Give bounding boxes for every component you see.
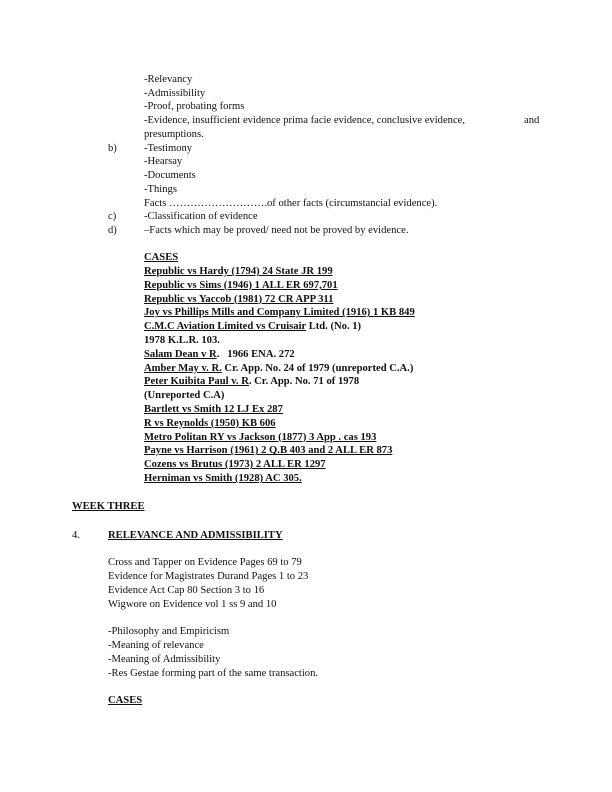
case-citation <box>144 403 283 416</box>
section-title: RELEVANCE AND ADMISSIBILITY <box>108 530 283 541</box>
case-citation <box>144 320 361 333</box>
topic-line: -Classification of evidence <box>144 211 258 222</box>
list-label-c: c) <box>108 211 117 222</box>
case-citation <box>144 389 224 402</box>
cases-heading-2: CASES <box>108 695 143 706</box>
topic-line: Facts ……………………….of other facts (circumstancial evidence). <box>144 198 438 209</box>
case-citation <box>144 472 302 485</box>
topic-line: -Hearsay <box>144 156 183 167</box>
case-citation <box>144 334 220 347</box>
topic-line: -Philosophy and Empiricism <box>108 626 230 637</box>
section-number: 4. <box>72 530 80 541</box>
case-name: Peter Kuibita Paul v. R <box>144 376 249 388</box>
case-citation <box>144 417 276 430</box>
case-citation <box>144 265 333 278</box>
topic-line: –Facts which may be proved/ need not be proved by evidence. <box>144 225 409 236</box>
case-name: Salam Dean v R <box>144 348 217 360</box>
topic-line: -Documents <box>144 170 196 181</box>
case-citation <box>144 375 359 388</box>
case-citation <box>144 458 326 471</box>
case-citation <box>144 444 392 457</box>
case-name: Joy vs Phillips Mills and Company Limited (1916) 1 KB 849 <box>144 307 415 319</box>
case-citation <box>144 279 338 292</box>
list-label-d: d) <box>108 225 117 236</box>
case-name: Republic vs Sims (1946) 1 ALL ER 697,701 <box>144 279 338 291</box>
reading-item: Cross and Tapper on Evidence Pages 69 to 79 <box>108 557 302 568</box>
cases-heading: CASES <box>144 252 179 263</box>
case-name: Amber May v. R. <box>144 362 222 374</box>
case-citation <box>144 306 415 319</box>
case-reference: 1978 K.L.R. 103. <box>144 335 220 346</box>
case-citation <box>144 293 333 306</box>
topic-line: -Relevancy <box>144 74 193 85</box>
case-reference: . Cr. App. No. 71 of 1978 <box>248 376 360 388</box>
topic-line: -Res Gestae forming part of the same transaction. <box>108 668 319 679</box>
case-name: R vs Reynolds (1950) KB 606 <box>144 417 276 429</box>
topic-line: presumptions. <box>144 129 204 140</box>
case-citation <box>144 348 295 361</box>
case-citation <box>144 362 413 375</box>
case-name: C.M.C Aviation Limited vs Cruisair <box>144 321 307 333</box>
list-label-b: b) <box>108 143 117 154</box>
topic-line: -Things <box>144 184 177 195</box>
week-heading: WEEK THREE <box>72 501 145 512</box>
case-reference: . 1966 ENA. 272 <box>216 348 295 360</box>
topic-line: -Meaning of Admissibility <box>108 654 221 665</box>
reading-item: Evidence Act Cap 80 Section 3 to 16 <box>108 585 265 596</box>
topic-line: -Evidence, insufficient evidence prima facie evidence, conclusive evidence, <box>144 115 465 126</box>
case-name: Republic vs Hardy (1794) 24 State JR 199 <box>144 266 333 277</box>
case-name: Metro Politan RY vs Jackson (1877) 3 App . cas 193 <box>144 431 377 443</box>
case-name: Cozens vs Brutus (1973) 2 ALL ER 1297 <box>144 459 326 471</box>
reading-item: Evidence for Magistrates Durand Pages 1 to 23 <box>108 571 309 582</box>
case-reference: Ltd. (No. 1) <box>306 321 362 333</box>
topic-line: -Admissibility <box>144 88 206 99</box>
case-citation <box>144 431 376 444</box>
case-name: Bartlett vs Smith 12 LJ Ex 287 <box>144 404 283 415</box>
topic-line: -Meaning of relevance <box>108 640 204 651</box>
case-name: Payne vs Harrison (1961) 2 Q.B 403 and 2 ALL ER 873 <box>144 445 393 457</box>
topic-line: -Proof, probating forms <box>144 101 245 112</box>
case-name: Herniman vs Smith (1928) AC 305. <box>144 473 302 484</box>
reading-item: Wigwore on Evidence vol 1 ss 9 and 10 <box>108 599 277 610</box>
case-name: Republic vs Yaccob (1981) 72 CR APP 311 <box>144 293 334 305</box>
topic-line-tail: and <box>524 115 540 126</box>
case-reference: Cr. App. No. 24 of 1979 (unreported C.A.) <box>221 362 414 374</box>
case-reference: (Unreported C.A) <box>144 390 225 402</box>
topic-line: -Testimony <box>144 143 193 154</box>
